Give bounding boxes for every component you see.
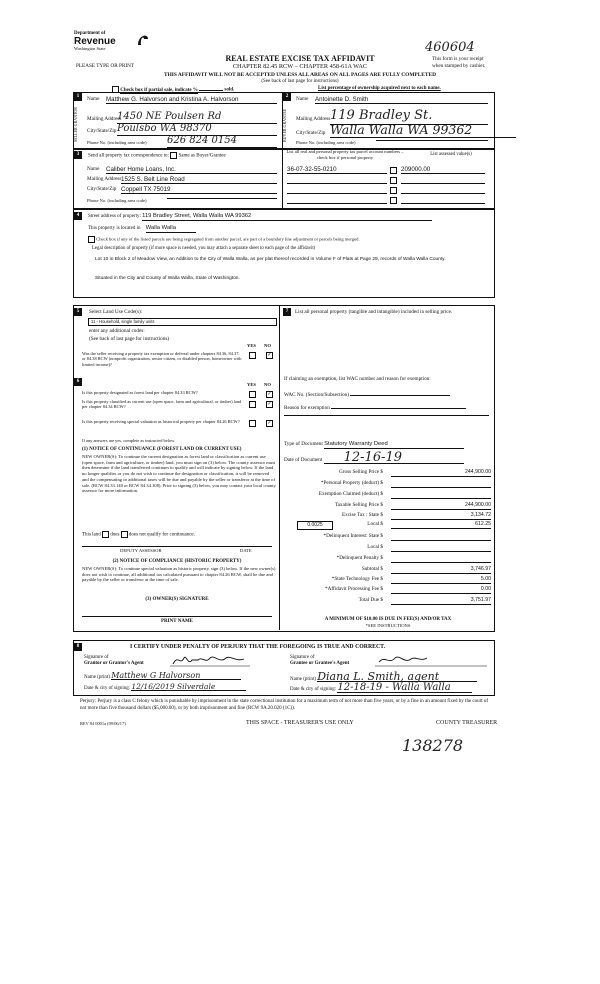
seller-mailing-value: 1450 NE Poulsen Rd [117, 111, 277, 124]
receipt-note-1: This form is your receipt [432, 56, 484, 62]
section-5-badge: 5 [74, 308, 82, 316]
fee-label: *Personal Property (deduct) $ [320, 480, 383, 486]
grantor-signature[interactable] [170, 652, 250, 668]
buyer-mailing-field[interactable]: Mailing Address 119 Bradley St. [296, 111, 488, 123]
corr-city-field[interactable]: City/State/Zip Coppell TX 75019 [87, 186, 277, 194]
partial-sale-check[interactable]: Check box if partial sale, indicate % sold. [112, 86, 234, 94]
please-type: PLEASE TYPE OR PRINT [76, 63, 134, 69]
section-8-badge: 8 [74, 643, 82, 651]
land-use-see-back: (See back of last page for instructions) [89, 336, 170, 342]
exemption-reason-field[interactable]: Reason for exemption [284, 403, 489, 411]
grantee-date-value: 12-18-19 - Walla Walla [337, 683, 472, 693]
form-revision: REV 84 0001a (09/06/17) [80, 721, 126, 726]
section-2-badge: 2 [283, 93, 291, 101]
percentage-note: List percentage of ownership acquired next to each name. [318, 86, 441, 91]
does-not-checkbox[interactable] [121, 531, 128, 538]
buyer-city-value: Walla Walla WA 99362 [330, 122, 516, 138]
fee-label: Local $ [367, 544, 383, 550]
grantee-sig-label: Signature of Grantee or Grantee's Agent [290, 655, 350, 666]
section-4-badge: 4 [74, 212, 82, 220]
receipt-note-2: when stamped by cashier. [432, 63, 486, 69]
located-field[interactable]: This property is located in Walla Walla [88, 225, 196, 233]
fee-label: *Delinquent Interest: State $ [323, 533, 383, 539]
county-treasurer: COUNTY TREASURER [436, 720, 498, 726]
fee-label: Taxable Selling Price $ [334, 502, 383, 508]
fee-value[interactable]: 612.25 [391, 521, 491, 529]
if-yes-note: If any answers are yes, complete as instructed below. [82, 438, 176, 443]
logo-swoosh-icon [136, 31, 150, 47]
property-box [73, 208, 495, 298]
notice-compliance-title: (2) NOTICE OF COMPLIANCE (HISTORIC PROPERTY) [112, 559, 242, 564]
corr-mailing-value: 1525 S. Belt Line Road [121, 176, 277, 184]
corr-phone-field[interactable]: Phone No. (including area code) [87, 198, 277, 206]
seller-side-label: SELLER GRANTOR [73, 107, 78, 143]
land-use-label: Select Land Use Code(s): [89, 309, 143, 315]
parcel-table [287, 166, 487, 206]
section-6-badge: 6 [74, 378, 82, 386]
grantee-name-value: Diana L. Smith, agent [317, 672, 477, 682]
form-chapter: CHAPTER 82.45 RCW – CHAPTER 458-61A WAC [232, 63, 368, 70]
fee-row [283, 544, 493, 553]
local-rate[interactable]: 0.0025 [297, 521, 333, 530]
parcel-row-empty [287, 186, 487, 196]
owner-signature-label: (3) OWNER(S) SIGNATURE [145, 597, 209, 602]
fee-value[interactable] [391, 480, 491, 488]
fee-row [283, 576, 493, 585]
fee-label: Local $ [367, 521, 383, 527]
fee-value[interactable]: 5.00 [391, 576, 491, 584]
buyer-side-label: BUYER GRANTEE [282, 108, 287, 142]
treasurer-space: THIS SPACE - TREASURER'S USE ONLY [246, 720, 354, 726]
forest-no-checkbox[interactable]: ✓ [267, 392, 272, 397]
fee-value[interactable]: 3,746.97 [391, 566, 491, 574]
fee-value[interactable] [391, 544, 491, 552]
deputy-assessor-line[interactable] [82, 546, 272, 547]
personal-property-checkbox[interactable] [390, 167, 397, 174]
personal-property-label: List all personal property (tangible and intangible) included in selling price. [295, 309, 453, 315]
parcel-header: List all real and personal property tax parcel account numbers – check box if personal property [286, 149, 404, 160]
does-checkbox[interactable] [102, 531, 109, 538]
dor-logo: Department of Revenue Washington State [74, 31, 154, 51]
fee-value[interactable]: 3,751.97 [391, 597, 491, 605]
current-use-question: Is this property classified as current use (open space, farm and agricultural, or timber) land per chapter 84.34 RCW? [82, 399, 242, 410]
buyer-phone-field[interactable]: Phone No. (including area code) [296, 140, 488, 148]
current-use-yes-checkbox[interactable] [249, 401, 256, 408]
print-name-line[interactable] [82, 616, 272, 617]
historic-question: Is this property receiving special valuation as historical property per chapter 84.26 RCW? [82, 419, 240, 424]
notice-continuance-body: NEW OWNER(S): To continue the current designation as forest land or classification as current use (open space, farm and agriculture, or timber) land, you must sign on (3) below. The county assessor must then determine if the land transferred continues to qualify and will indicate by signing below. If the land no longer qualifies or you do not wish to continue the designation or classification, it will be removed and the compensating or additional taxes will be due and payable by the seller or transferor at the time of sale. (RCW 84.33.140 or RCW 84.34.108). Prior to signing (3) below, you may contact your local county assessor for more information. [82, 454, 276, 494]
fee-value[interactable]: 3,134.72 [391, 512, 491, 520]
see-instructions: *SEE INSTRUCTIONS [365, 623, 411, 628]
fee-label: *State Technology Fee $ [331, 576, 383, 582]
land-use-select[interactable]: 11 - Household, single family units [88, 318, 277, 326]
fee-row [283, 533, 493, 542]
street-value: 119 Bradley Street, Walla Walla WA 99362 [142, 213, 432, 221]
section-3-badge: 3 [74, 151, 82, 159]
fee-row [283, 566, 493, 575]
buyer-city-field[interactable]: City/State/Zip Walla Walla WA 99362 [296, 125, 488, 137]
grantor-date-value: 12/16/2019 Silverdale [131, 683, 246, 691]
forest-yes-checkbox[interactable] [249, 391, 256, 398]
fee-label: *Affidavit Processing Fee $ [325, 586, 383, 592]
legal-description-2: Situated in the City and County of Walla Walla, State of Washington. [95, 276, 240, 281]
fee-row [283, 597, 493, 606]
historic-yes-checkbox[interactable] [249, 420, 256, 427]
fee-row [283, 491, 493, 500]
exemption-question: Was the seller receiving a property tax exemption or deferral under chapters 84.36, 84.37, or 84.38 RCW (nonprofit organization, senior citizen, or disabled person, homeowner with limited income)? [82, 351, 242, 367]
fee-value[interactable] [391, 491, 491, 499]
fee-label: Total Due $ [358, 597, 383, 603]
forest-question: Is this property designated as forest land per chapter 84.33 RCW? [82, 390, 198, 395]
exemption-intro: If claiming an exemption, list WAC number and reason for exemption: [284, 376, 431, 382]
historic-no-checkbox[interactable]: ✓ [267, 421, 272, 426]
fee-label: Exemption Claimed (deduct) $ [318, 491, 383, 497]
seller-name-value: Matthew G. Halvorson and Kristina A. Halvorson [106, 96, 277, 104]
grantor-sig-label: Signature of Grantor or Grantor's Agent [84, 655, 144, 666]
document-date-value: 12-16-19 [324, 453, 464, 464]
assessed-value[interactable]: 209000.00 [401, 166, 485, 174]
fee-row [283, 469, 493, 478]
corr-name-field[interactable]: Name Caliber Home Loans, Inc. [87, 166, 277, 174]
see-back: (See back of last page for instructions) [261, 79, 339, 84]
grantee-date-field[interactable]: Date & city of signing: 12-18-19 - Walla Walla [290, 683, 490, 693]
fee-label: *Delinquent Penalty $ [336, 555, 383, 561]
correspondence-label: Send all property tax correspondence to: Same as Buyer/Grantee [88, 153, 226, 159]
fee-row [283, 555, 493, 564]
legal-label: Legal description of property (if more space is needed, you may attach a separate sheet to each page of the affidavit) [92, 246, 316, 251]
corr-mailing-field[interactable]: Mailing Address 1525 S. Belt Line Road [87, 176, 277, 184]
stamp-number: 460604 [425, 40, 475, 55]
same-as-buyer-checkbox[interactable] [170, 152, 177, 159]
fee-row [283, 502, 493, 511]
fee-row [283, 586, 493, 595]
continuance-checks: This land does does not qualify for continuance. [82, 532, 195, 538]
handwritten-receipt-number: 138278 [402, 736, 464, 755]
buyer-name-field[interactable]: Name Antoinette D. Smith [296, 96, 488, 104]
certify-statement: I CERTIFY UNDER PENALTY OF PERJURY THAT THE FOREGOING IS TRUE AND CORRECT. [130, 644, 386, 650]
parcel-number[interactable]: 36-07-32-55-0210 [287, 166, 387, 174]
minimum-note: A MINIMUM OF $10.00 IS DUE IN FEE(S) AND/OR TAX [324, 617, 452, 622]
parcel-row [287, 166, 487, 176]
fee-value[interactable] [391, 533, 491, 541]
fee-label: Subtotal $ [361, 566, 383, 572]
wac-field[interactable]: WAC No. (Section/Subsection) [284, 390, 489, 398]
section-7-badge: 7 [283, 308, 291, 316]
warning: THIS AFFIDAVIT WILL NOT BE ACCEPTED UNLESS ALL AREAS ON ALL PAGES ARE FULLY COMPLETED [163, 72, 436, 78]
notice-continuance-title: (1) NOTICE OF CONTINUANCE (FOREST LAND OR CURRENT USE) [82, 447, 242, 452]
seller-mailing-field[interactable]: Mailing Address 1450 NE Poulsen Rd [87, 113, 277, 123]
seller-phone-field[interactable]: Phone No. (including area code) 626 824 0154 [87, 137, 277, 147]
seller-name-field[interactable]: Name Matthew G. Halvorson and Kristina A. Halvorson [87, 96, 277, 104]
grantor-name-value: Matthew G Halvorson [111, 672, 241, 680]
fee-value[interactable]: 0.00 [391, 586, 491, 594]
fee-value[interactable] [391, 555, 491, 563]
grantee-name-field[interactable]: Name (print) Diana L. Smith, agent [290, 672, 490, 683]
notice-compliance-body: NEW OWNER(S): To continue special valuation as historic property, sign (3) below. If the new owner(s) does not wish to continue, all additional tax calculated pursuant to chapter 84.26 RCW, shall be due and payable by the seller or transferor at the time of sale. [82, 566, 276, 583]
seller-phone-value: 626 824 0154 [167, 135, 277, 148]
fee-row [283, 480, 493, 489]
located-value: Walla Walla [146, 225, 196, 233]
corr-name-value: Caliber Home Loans, Inc. [106, 166, 277, 174]
grantee-signature[interactable] [375, 652, 487, 668]
seller-city-value: Poulsbo WA 98370 [117, 123, 277, 136]
buyer-mailing-value: 119 Bradley St. [330, 108, 488, 125]
grantor-date-field[interactable]: Date & city of signing: 12/16/2019 Silverdale [84, 683, 269, 692]
additional-codes-label: enter any additional codes: [89, 328, 145, 334]
parcel-row-empty [287, 176, 487, 186]
fee-label: Excise Tax : State $ [341, 512, 383, 518]
fee-label: Gross Selling Price $ [339, 469, 383, 475]
document-type-value: Statutory Warranty Deed [324, 441, 464, 449]
current-use-no-checkbox[interactable]: ✓ [267, 402, 272, 407]
buyer-phone-value [376, 140, 488, 141]
section-1-badge: 1 [74, 93, 82, 101]
fee-value[interactable]: 244,900.00 [391, 502, 491, 510]
grantor-name-field[interactable]: Name (print) Matthew G Halvorson [84, 672, 264, 681]
document-type-field[interactable]: Type of Document Statutory Warranty Deed [284, 441, 489, 449]
form-title: REAL ESTATE EXCISE TAX AFFIDAVIT [225, 54, 375, 63]
segregated-check[interactable]: Check box if any of the listed parcels are being segregated from another parcel, are part of a boundary line adjustment or parcels being merged. [88, 236, 488, 243]
corr-city-value: Coppell TX 75019 [121, 186, 277, 194]
corr-phone-value [167, 198, 277, 199]
document-date-field[interactable]: Date of Document 12-16-19 [284, 453, 489, 464]
assessed-header: List assessed value(s) [430, 152, 472, 157]
fee-value[interactable]: 244,900.00 [391, 469, 491, 477]
fee-row [283, 512, 493, 521]
perjury-notice: Perjury: Perjury is a class C felony which is punishable by imprisonment in the state correctional institution for a maximum term of not more than five years, or by a fine in an amount fixed by the court of not more than five thousand dollars ($5,000.00), or by both imprisonment and fine (RCW 9A.20.020 (1C)). [80, 699, 489, 711]
parcel-row-empty [287, 196, 487, 206]
exemption-no-checkbox[interactable]: ✓ [267, 353, 272, 358]
buyer-name-value: Antoinette D. Smith [315, 96, 488, 104]
seller-city-field[interactable]: City/State/Zip Poulsbo WA 98370 [87, 125, 277, 135]
street-field[interactable]: Street address of property: 119 Bradley Street, Walla Walla WA 99362 [88, 213, 488, 221]
exemption-yes-checkbox[interactable] [249, 352, 256, 359]
legal-description-1: Lot 10 in Block 2 of Meadow View, an Addition to the City of Walla Walla, as per plat thereof recorded in Volume F of Plats at Page 29, records of Walla Walla County. [95, 257, 446, 262]
